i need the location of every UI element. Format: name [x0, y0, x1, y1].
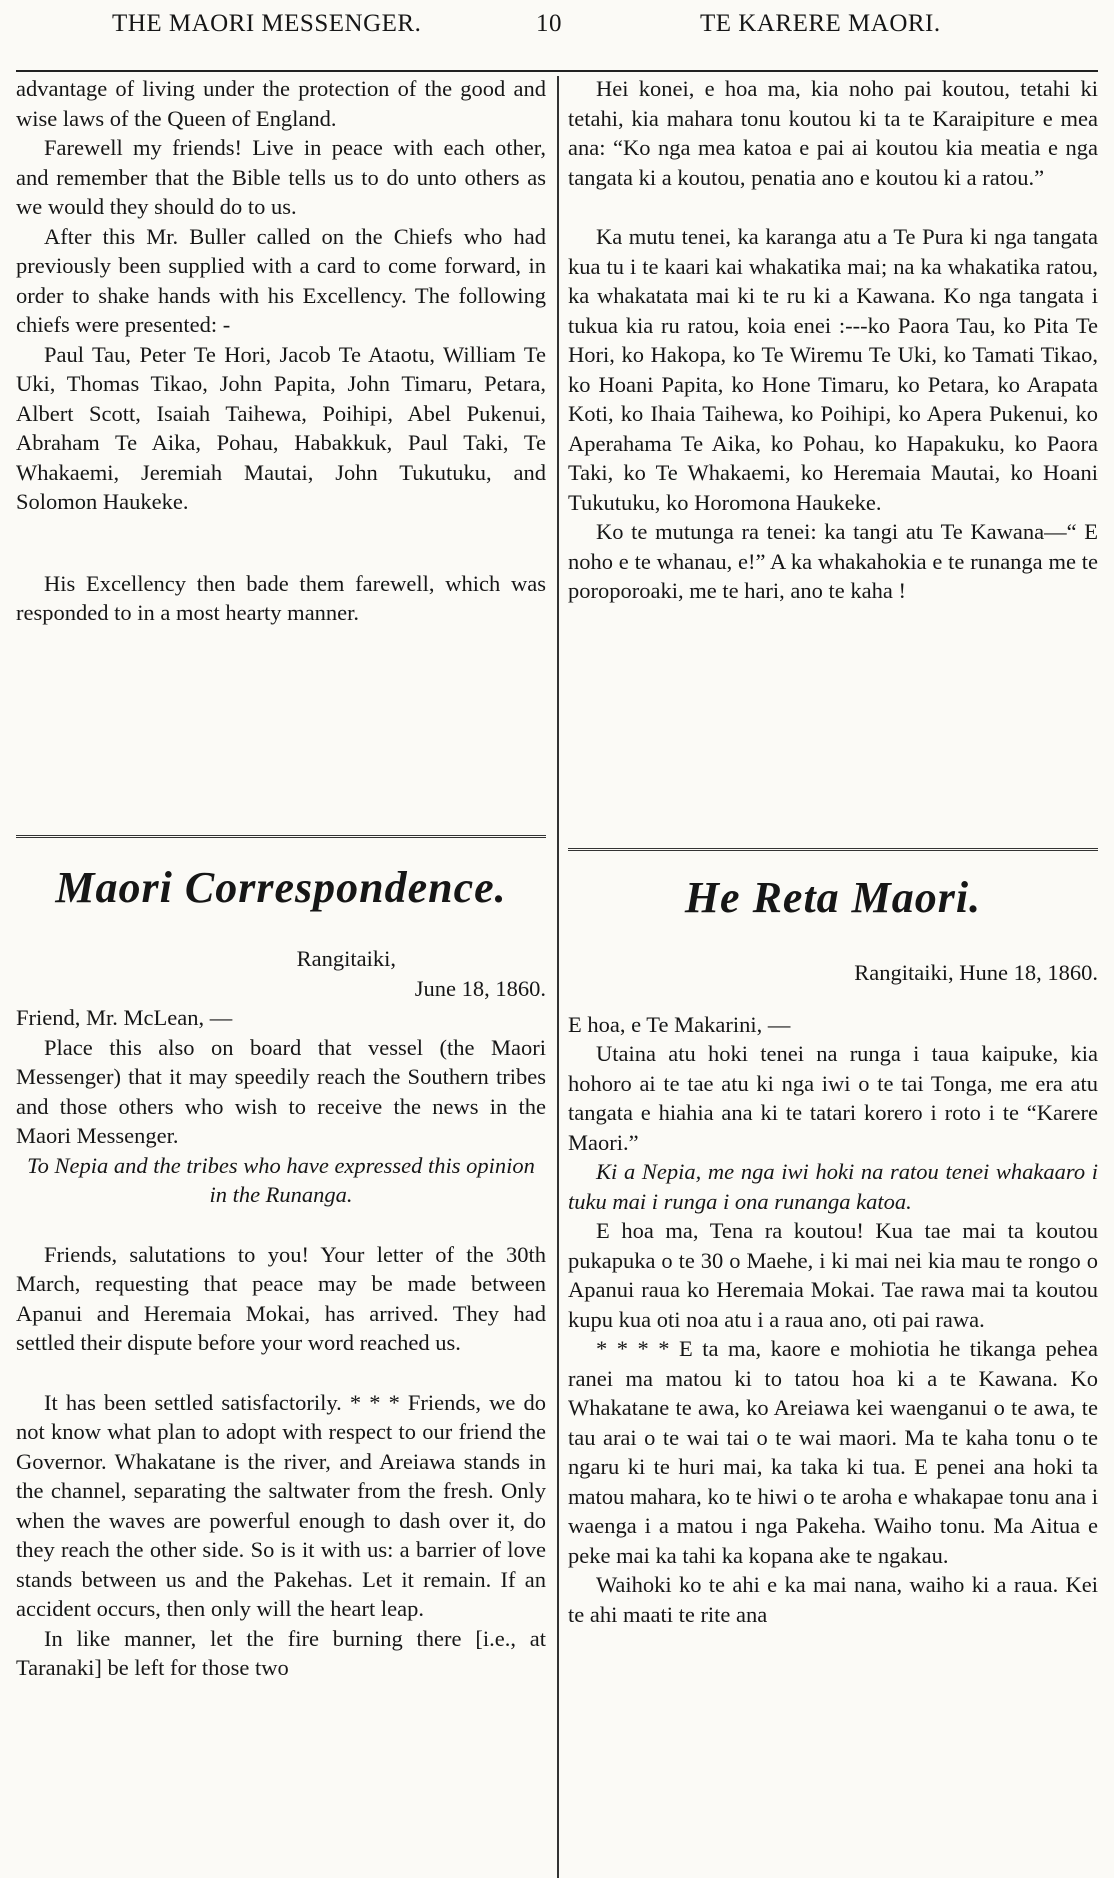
- dateline-place: Rangitaiki,: [296, 946, 396, 971]
- maori-column-top: [568, 74, 1098, 606]
- section-rule-right: [568, 848, 1098, 851]
- english-masthead: THE MAORI MESSENGER.: [112, 10, 422, 37]
- section-title-maori: He Reta Maori.: [684, 873, 982, 922]
- paragraph: In like manner, let the fire burning there [i.e., at Taranaki] be left for those two: [16, 1625, 546, 1680]
- paragraph: It has been settled satisfactorily. * * * Friends, we do not know what plan to adopt with respect to our friend the Governor. Whakatane is the river, and Areiawa stands in the channel, separating the saltwater from the fresh. Only when the waves are powerful enough to dash over it, do they reach the other side. So is it with us: a barrier of love stands between us and the Pakehas. Let it remain. If an accident occurs, then only will the heart leap.: [16, 1389, 546, 1621]
- section-rule-left: [16, 835, 546, 838]
- dateline: Rangitaiki, Hune 18, 1860.: [854, 960, 1098, 985]
- paragraph: Waihoki ko te ahi e ka mai nana, waiho ki a raua. Kei te ahi maati te rite ana: [568, 1572, 1098, 1627]
- paragraph: Place this also on board that vessel (the Maori Messenger) that it may speedily reach the Southern tribes and those others who wish to receive the news in the Maori Messenger.: [16, 1034, 546, 1148]
- paragraph: Utaina atu hoki tenei na runga i taua kaipuke, kia hohoro ai te tae atu ki nga iwi o te tai Tonga, me era atu tangata e hiahia ana ki te tatari korero i roto i te “Karere Maori.”: [568, 1041, 1098, 1155]
- chief-list: Paul Tau, Peter Te Hori, Jacob Te Ataotu, William Te Uki, Thomas Tikao, John Papita, John Timaru, Petara, Albert Scott, Isaiah Taihewa, Poihipi, Abel Pukenui, Abraham Te Aika, Pohau, Habakkuk, Paul Taki, Te Whakaemi, Jeremiah Mautai, John Tukutuku, and Solomon Haukeke.: [16, 341, 546, 514]
- english-column-top: [16, 74, 546, 628]
- maori-masthead: TE KARERE MAORI.: [700, 10, 941, 37]
- page-number: 10: [536, 10, 562, 37]
- paragraph: Farewell my friends! Live in peace with each other, and remember that the Bible tells us to do unto others as we would they should do to us.: [16, 135, 546, 219]
- salutation: E hoa, e Te Makarini, —: [568, 1011, 791, 1037]
- paragraph: * * * * E ta ma, kaore e mohiotia he tikanga pehea ranei ma matou ki to tatou hoa ki a te Kawana. Ko Whakatane te awa, ko Areiawa kei waenganui o te awa, te tau arai o te wai tai o te wai maori. Ma te kaha tonu o te ngaru ki te huri mai, ka taka ki tua. E penei ana hoki ta matou mahara, ko te hiwi o te aroha e whakapae tonu ana i waenga i a matou i nga Pakeha. Waiho tonu. Ma Aitua e peke mai ka tahi ka kopana ake te ngakau.: [568, 1336, 1098, 1568]
- running-head: [0, 10, 1114, 54]
- paragraph: His Excellency then bade them farewell, which was responded to in a most hearty manner.: [16, 570, 546, 625]
- salutation: Friend, Mr. McLean, —: [16, 1005, 233, 1030]
- paragraph: After this Mr. Buller called on the Chiefs who had previously been supplied with a card to come forward, in order to shake hands with his Excellency. The following chiefs were presented: -: [16, 223, 546, 337]
- paragraph: advantage of living under the protection of the good and wise laws of the Queen of England.: [16, 76, 546, 131]
- column-divider: [557, 76, 559, 1878]
- paragraph: E hoa ma, Tena ra koutou! Kua tae mai ta koutou pukapuka o te 30 o Maehe, i ki mai nei kia mau te rongo o Apanui raua ko Heremaia Mokai. Tae rawa mai ta koutou kupu kua oti noa atu i a raua ano, oti pai rawa.: [568, 1218, 1098, 1332]
- paragraph: Ko te mutunga ra tenei: ka tangi atu Te Kawana—“ E noho e te whanau, e!” A ka whakahokia e te runanga me te poroporoaki, me te hari, ano te kaha !: [568, 519, 1098, 603]
- address-line: To Nepia and the tribes who have expressed this opinion in the Runanga.: [27, 1152, 535, 1207]
- english-column-bottom: [16, 944, 546, 1683]
- address-line: Ki a Nepia, me nga iwi hoki na ratou tenei whakaaro i tuku mai i runga i ona runanga katoa.: [568, 1159, 1098, 1214]
- maori-column-bottom: [568, 958, 1098, 1629]
- header-rule: [16, 70, 1098, 72]
- paragraph: Hei konei, e hoa ma, kia noho pai koutou, tetahi ki tetahi, kia mahara tonu koutou ki ta te Karaipiture e mea ana: “Ko nga mea katoa e pai ai koutou kia meatia e nga tangata ki a koutou, penatia ano e koutou ki a ratou.”: [568, 76, 1098, 190]
- paragraph: Friends, salutations to you! Your letter of the 30th March, requesting that peace may be made between Apanui and Heremaia Mokai, has arrived. They had settled their dispute before your word reached us.: [16, 1241, 546, 1355]
- paragraph: Ka mutu tenei, ka karanga atu a Te Pura ki nga tangata kua tu i te kaari kai whakatika mai; na ka whakatika ratou, ka whakatata mai ki te ru ki a Kawana. Ko nga tangata i tukua kia ru ratou, koia enei :---ko Paora Tau, ko Pita Te Hori, ko Hakopa, ko Te Wiremu Te Uki, ko Tamati Tikao, ko Hoani Papita, ko Hone Timaru, ko Petara, ko Arapata Koti, ko Ihaia Taihewa, ko Poihipi, ko Apera Pukenui, ko Aperahama Te Aika, ko Pohau, ko Hapakuku, ko Paora Taki, ko Te Whakaemi, ko Heremaia Mautai, ko Hoani Tukutuku, ko Horomona Haukeke.: [568, 224, 1098, 515]
- dateline-date: June 18, 1860.: [414, 975, 546, 1001]
- section-title-english: Maori Correspondence.: [55, 863, 507, 912]
